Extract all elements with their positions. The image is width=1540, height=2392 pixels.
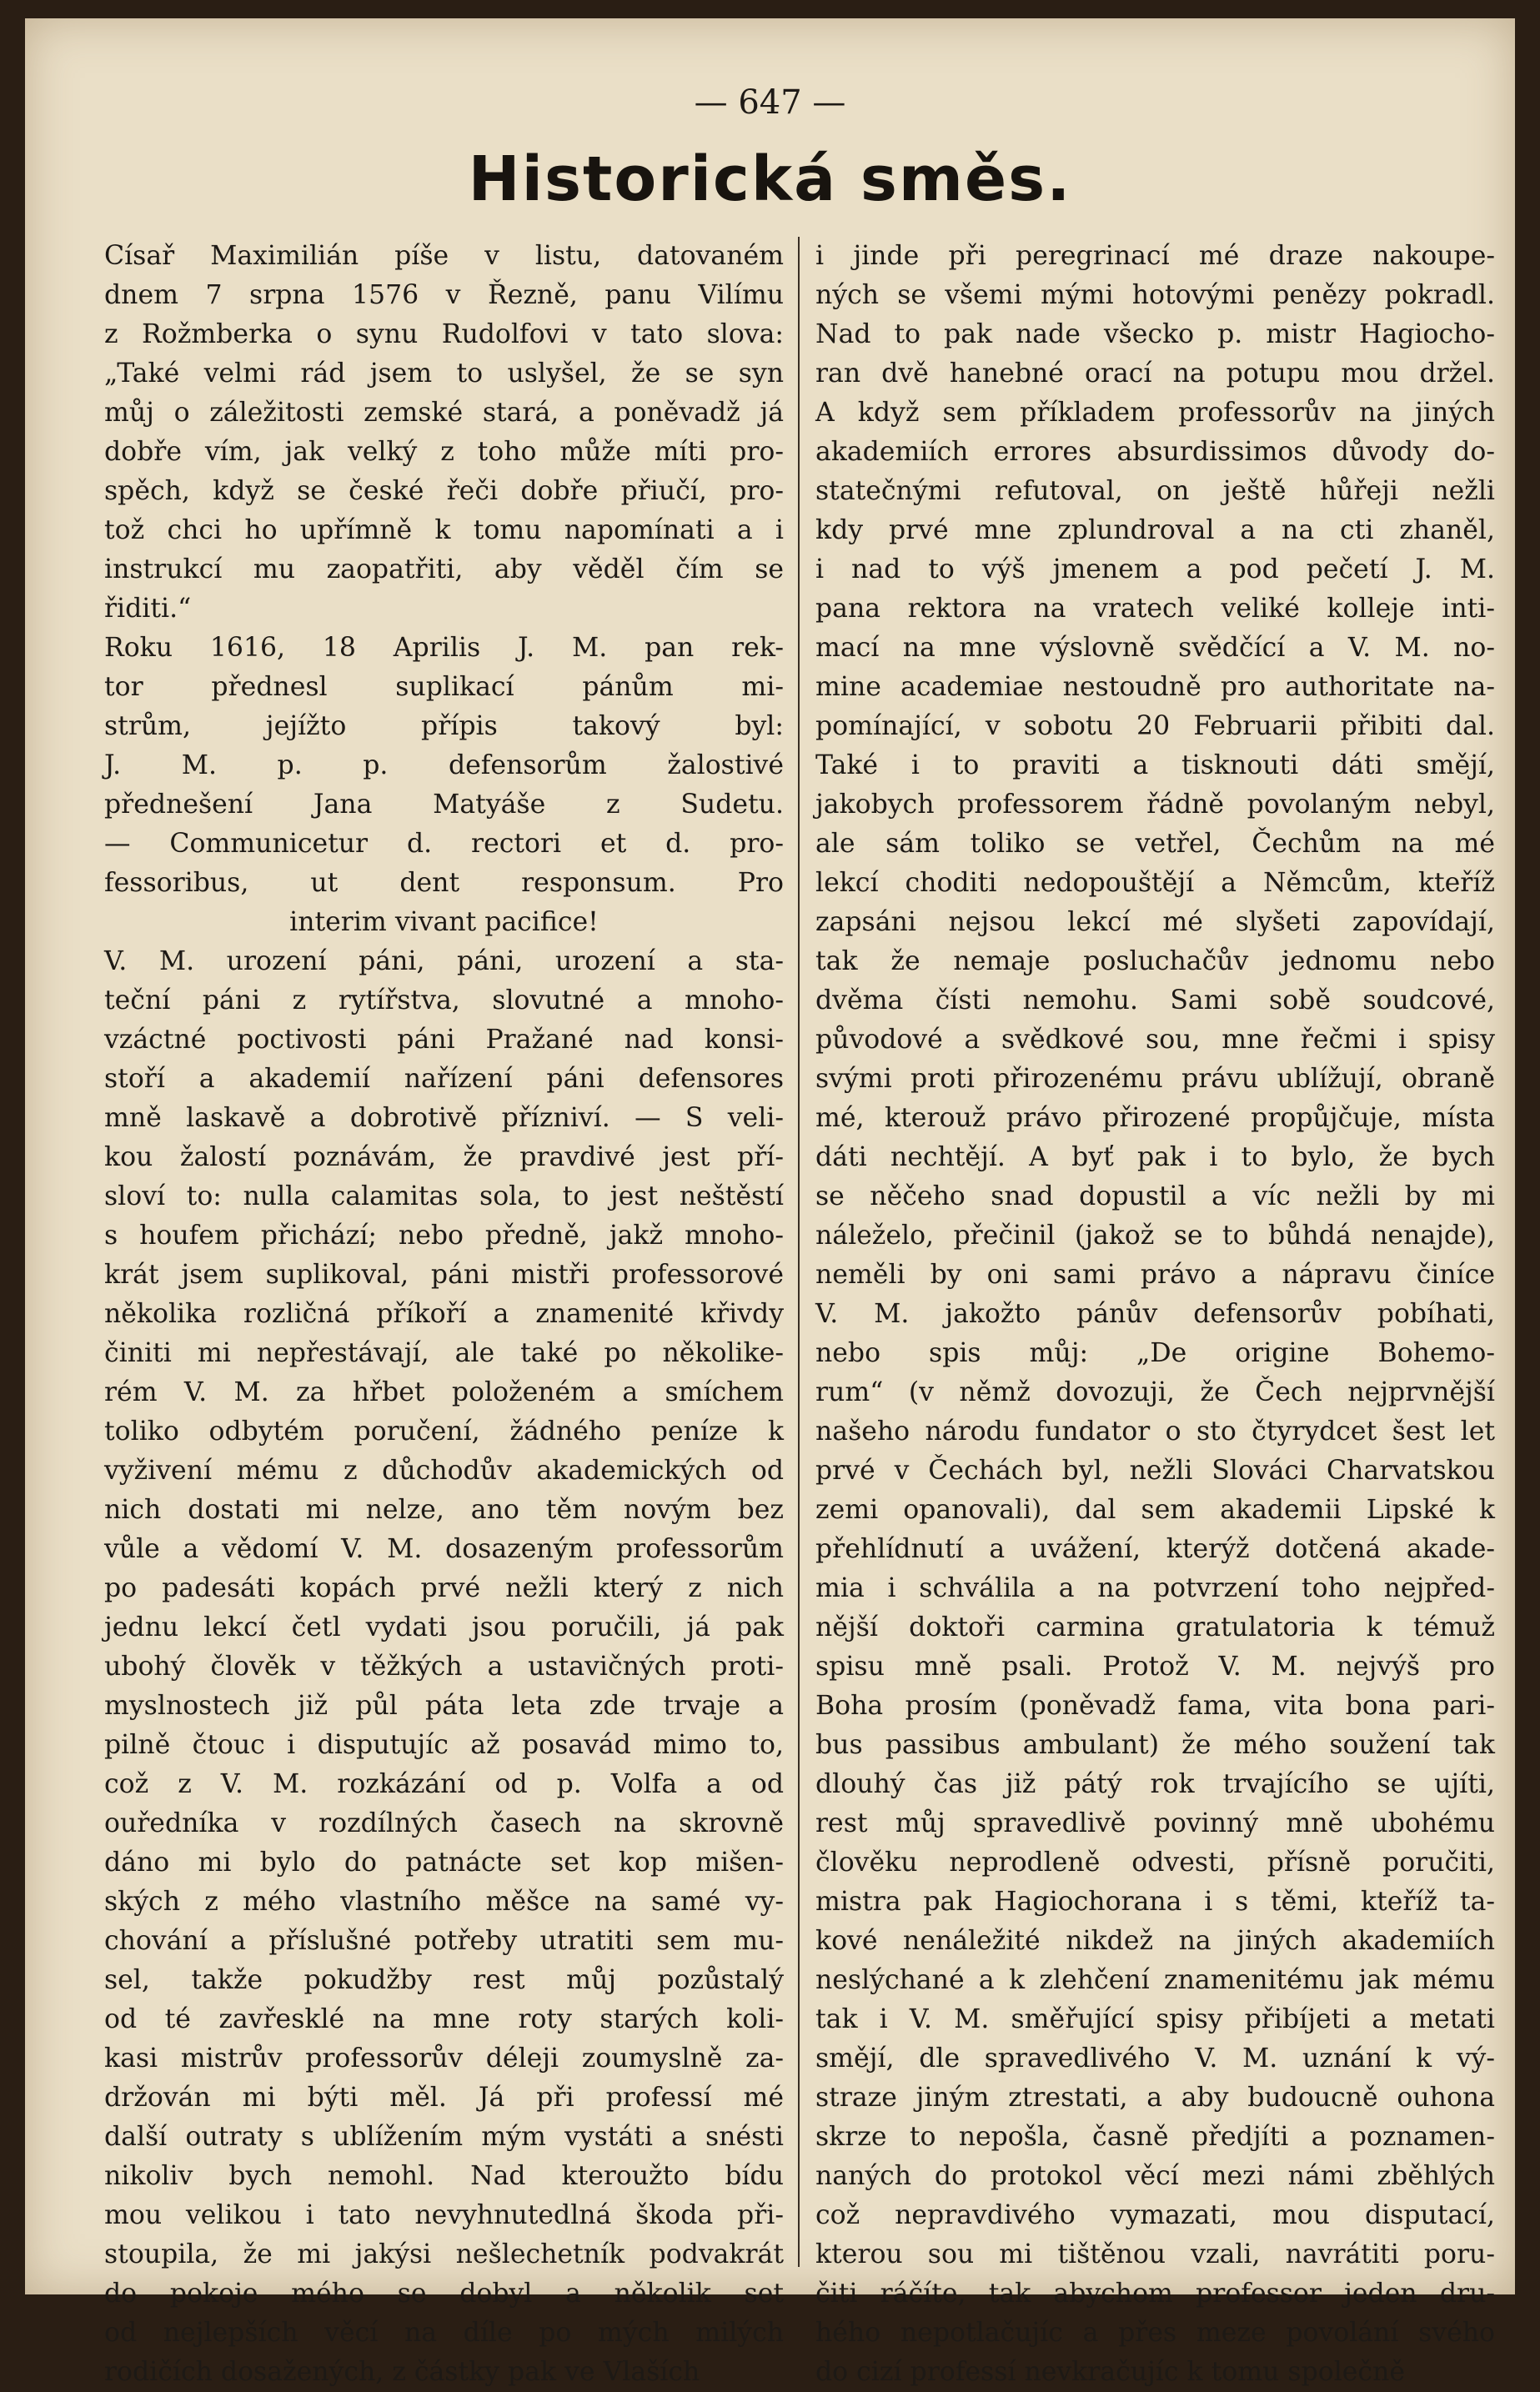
text-line: spěch, když se české řeči dobře přiučí, pro- (104, 476, 784, 506)
text-line: zemi opanovali), dal sem akademii Lipské k (815, 1495, 1495, 1525)
text-line: dáno mi bylo do patnácte set kop mišen- (104, 1848, 784, 1878)
text-line: náleželo, přečinil (jakož se to bůhdá nenajde), (815, 1221, 1495, 1251)
text-line: od té zavřesklé na mne roty starých koli- (104, 2004, 784, 2034)
text-line: myslnostech již půl páta leta zde trvaje a (104, 1691, 784, 1721)
text-line: pilně čtouc i disputujíc až posavád mimo to, (104, 1730, 784, 1760)
text-line: i jinde při peregrinací mé draze nakoupe- (815, 241, 1495, 271)
book-page (25, 18, 1515, 2387)
text-line: ran dvě hanebné orací na potupu mou držel. (815, 359, 1495, 389)
text-line: tak i V. M. směřující spisy přibíjeti a metati (815, 2004, 1495, 2034)
text-line: rest můj spravedlivě povinný mně ubohému (815, 1808, 1495, 1838)
text-line: interim vivant pacifice! (289, 907, 599, 937)
text-line: se něčeho snad dopustil a víc nežli by mi (815, 1181, 1495, 1211)
text-line: kasi mistrův professorův déleji zoumyslně za- (104, 2043, 784, 2074)
text-line: tor přednesl suplikací pánům mi- (104, 672, 784, 702)
text-line: hého nepotlačujíc a přes meze povolání svého (815, 2318, 1495, 2348)
text-line: přednešení Jana Matyáše z Sudetu. (104, 790, 784, 820)
text-line: lekcí choditi nedopouštějí a Němcům, kteříž (815, 868, 1495, 898)
text-line: Nad to pak nade všecko p. mistr Hagiocho- (815, 319, 1495, 349)
text-line: nější doktoři carmina gratulatoria k témuž (815, 1612, 1495, 1642)
text-line: krát jsem suplikoval, páni mistři professorové (104, 1260, 784, 1290)
text-line: mací na mne výslovně svědčící a V. M. no- (815, 633, 1495, 663)
text-line: nikoliv bych nemohl. Nad kteroužto bídu (104, 2161, 784, 2191)
text-line: ských z mého vlastního měšce na samé vy- (104, 1887, 784, 1917)
text-line: rém V. M. za hřbet položeném a smíchem (104, 1377, 784, 1407)
text-line: kové nenáležité nikdež na jiných akademiích (815, 1926, 1495, 1956)
text-line: prvé v Čechách byl, nežli Slováci Charvatskou (815, 1456, 1495, 1486)
text-line: do pokoje mého se dobyl a několik set (104, 2279, 784, 2309)
text-line: činiti mi nepřestávají, ale také po několike- (104, 1338, 784, 1368)
text-line: Roku 1616, 18 Aprilis J. M. pan rek- (104, 633, 784, 663)
text-line: kdy prvé mne zplundroval a na cti zhaněl, (815, 515, 1495, 545)
text-line: teční páni z rytířstva, slovutné a mnoho- (104, 985, 784, 1015)
text-line: mia i schválila a na potvrzení toho nejpřed- (815, 1573, 1495, 1603)
text-line: stoří a akademií nařízení páni defensores (104, 1064, 784, 1094)
text-line: chování a příslušné potřeby utratiti sem mu- (104, 1926, 784, 1956)
text-line: akademiích errores absurdissimos důvody do- (815, 437, 1495, 467)
text-line: i nad to výš jmenem a pod pečetí J. M. (815, 554, 1495, 584)
left-column (104, 237, 784, 2392)
text-line: do cizí professí nevkračujíc k tomu společně (815, 2357, 1405, 2387)
text-line: neměli by oni sami právo a nápravu činíce (815, 1260, 1495, 1290)
text-line: ných se všemi mými hotovými penězy pokradl. (815, 280, 1495, 310)
text-line: čiti ráčíte, tak abychom professor jeden dru- (815, 2279, 1495, 2309)
text-line: po padesáti kopách prvé nežli který z nich (104, 1573, 784, 1603)
text-line: člověku neprodleně odvesti, přísně poručiti, (815, 1848, 1495, 1878)
text-line: ouředníka v rozdílných časech na skrovně (104, 1808, 784, 1838)
text-line: od nejlepších věcí na díle po mých milých (104, 2318, 784, 2348)
text-line: A když sem příkladem professorův na jiných (815, 398, 1495, 428)
text-line: což nepravdivého vymazati, mou disputací, (815, 2200, 1495, 2230)
text-line: jednu lekcí četl vydati jsou poručili, já pak (104, 1612, 784, 1642)
text-line: svými proti přirozenému právu ublížují, obraně (815, 1064, 1495, 1094)
text-line: dlouhý čas již pátý rok trvajícího se ujíti, (815, 1769, 1495, 1799)
text-line: z Rožmberka o synu Rudolfovi v tato slova: (104, 319, 784, 349)
text-line: pomínající, v sobotu 20 Februarii přibiti dal. (815, 711, 1495, 741)
text-line: což z V. M. rozkázání od p. Volfa a od (104, 1769, 784, 1799)
text-line: stoupila, že mi jakýsi nešlechetník podvakrát (104, 2239, 784, 2269)
text-line: ubohý člověk v těžkých a ustavičných proti- (104, 1652, 784, 1682)
text-line: řiditi.“ (104, 594, 192, 624)
text-line: J. M. p. p. defensorům žalostivé (104, 750, 784, 780)
text-line: tož chci ho upřímně k tomu napomínati a i (104, 515, 784, 545)
text-line: bus passibus ambulant) že mého soužení tak (815, 1730, 1495, 1760)
text-line: „Také velmi rád jsem to uslyšel, že se syn (104, 359, 784, 389)
text-line: držován mi býti měl. Já při professí mé (104, 2083, 784, 2113)
text-line: pana rektora na vratech veliké kolleje inti- (815, 594, 1495, 624)
text-line: straze jiným ztrestati, a aby budoucně ouhona (815, 2083, 1495, 2113)
text-line: Boha prosím (poněvadž fama, vita bona pari- (815, 1691, 1495, 1721)
text-line: mou velikou i tato nevyhnutedlná škoda při- (104, 2200, 784, 2230)
text-line: toliko odbytém poručení, žádného peníze k (104, 1417, 784, 1447)
text-line: spisu mně psali. Protož V. M. nejvýš pro (815, 1652, 1495, 1682)
text-line: dobře vím, jak velký z toho může míti pro- (104, 437, 784, 467)
text-line: nebo spis můj: „De origine Bohemo- (815, 1338, 1495, 1368)
text-line: kterou sou mi tištěnou vzali, navrátiti poru- (815, 2239, 1495, 2269)
text-line: naných do protokol věcí mezi námi zběhlých (815, 2161, 1495, 2191)
text-line: přehlídnutí a uvážení, kterýž dotčená akade- (815, 1534, 1495, 1564)
text-line: dnem 7 srpna 1576 v Řezně, panu Vilímu (104, 280, 784, 310)
text-line: vyživení mému z důchodův akademických od (104, 1456, 784, 1486)
text-line: nich dostati mi nelze, ano těm novým bez (104, 1495, 784, 1525)
section-title: Historická směs. (468, 143, 1072, 215)
text-line: vzáctné poctivosti páni Pražané nad konsi- (104, 1025, 784, 1055)
text-line: neslýchané a k zlehčení znamenitému jak mému (815, 1965, 1495, 1995)
text-line: ale sám toliko se vetřel, Čechům na mé (815, 829, 1495, 859)
text-line: — Communicetur d. rectori et d. pro- (104, 829, 784, 859)
text-line: statečnými refutoval, on ještě hůřeji nežli (815, 476, 1495, 506)
text-line: sel, takže pokudžby rest můj pozůstalý (104, 1965, 784, 1995)
text-line: další outraty s ublížením mým vystáti a snésti (104, 2122, 784, 2152)
text-line: původové a svědkové sou, mne řečmi i spisy (815, 1025, 1495, 1055)
text-line: instrukcí mu zaopatřiti, aby věděl čím se (104, 554, 784, 584)
text-line: fessoribus, ut dent responsum. Pro (104, 868, 784, 898)
text-line: smějí, dle spravedlivého V. M. uznání k vý- (815, 2043, 1495, 2074)
text-line: V. M. jakožto pánův defensorův pobíhati, (815, 1299, 1495, 1329)
text-line: rum“ (v němž dovozuji, že Čech nejprvnější (815, 1377, 1495, 1407)
text-line: několika rozličná příkoří a znamenité křivdy (104, 1299, 784, 1329)
text-line: strům, jejížto přípis takový byl: (104, 711, 784, 741)
text-line: mine academiae nestoudně pro authoritate na- (815, 672, 1495, 702)
page-number: — 647 — (694, 83, 846, 122)
text-line: dáti nechtějí. A byť pak i to bylo, že bych (815, 1142, 1495, 1172)
text-line: jakobych professorem řádně povolaným nebyl, (815, 790, 1495, 820)
text-line: vůle a vědomí V. M. dosazeným professorům (104, 1534, 784, 1564)
text-line: skrze to nepošla, časně předjíti a poznamen- (815, 2122, 1495, 2152)
text-line: sloví to: nulla calamitas sola, to jest neštěstí (104, 1181, 784, 1211)
text-line: V. M. urození páni, páni, urození a sta- (104, 946, 784, 976)
column-divider (798, 237, 800, 2267)
text-line: Císař Maximilián píše v listu, datovaném (104, 241, 784, 271)
text-line: Také i to praviti a tisknouti dáti smějí, (815, 750, 1495, 780)
text-line: tak že nemaje posluchačův jednomu nebo (815, 946, 1495, 976)
text-line: mně laskavě a dobrotivě přízniví. — S veli- (104, 1103, 784, 1133)
text-line: mé, kterouž právo přirozené propůjčuje, místa (815, 1103, 1495, 1133)
text-line: můj o záležitosti zemské stará, a poněvadž já (104, 398, 784, 428)
text-line: kou žalostí poznávám, že pravdivé jest pří- (104, 1142, 784, 1172)
text-line: dvěma čísti nemohu. Sami sobě soudcové, (815, 985, 1495, 1015)
text-line: mistra pak Hagiochorana i s těmi, kteříž ta- (815, 1887, 1495, 1917)
text-line: s houfem přichází; nebo předně, jakž mnoho- (104, 1221, 784, 1251)
text-line: našeho národu fundator o sto čtyrydcet šest let (815, 1417, 1495, 1447)
right-column (815, 237, 1495, 2392)
text-line: rodičích dosažených, z částky pak ve Vlaších (104, 2357, 700, 2387)
text-line: zapsáni nejsou lekcí mé slyšeti zapovídají, (815, 907, 1495, 937)
